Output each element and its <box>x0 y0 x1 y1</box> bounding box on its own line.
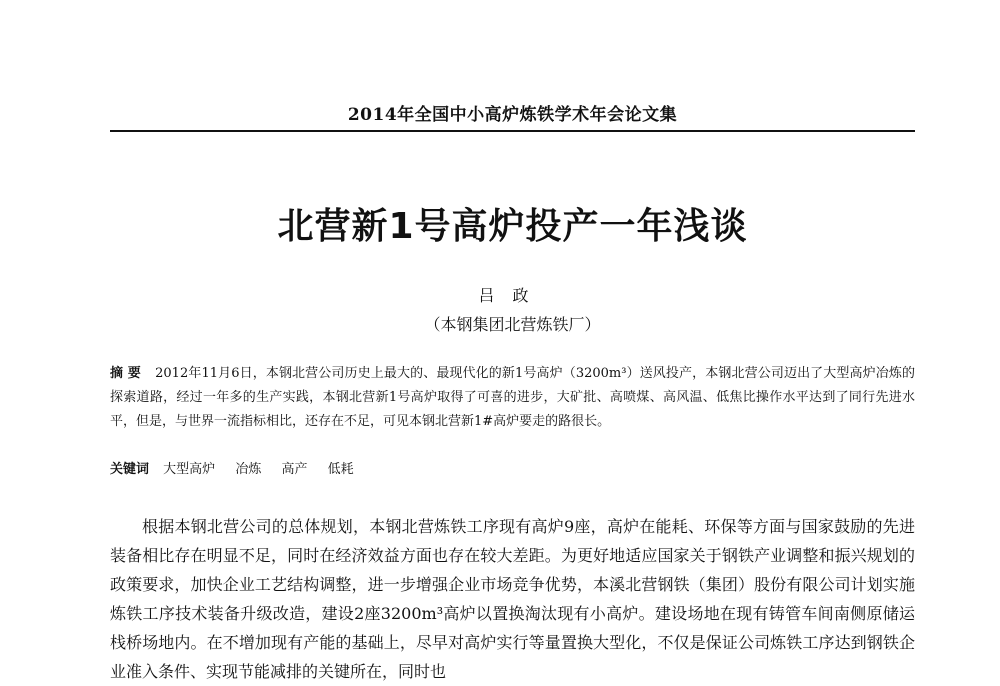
keyword: 低耗 <box>327 462 354 477</box>
body-paragraph: 根据本钢北营公司的总体规划，本钢北营炼铁工序现有高炉9座，高炉在能耗、环保等方面与国家鼓励的先进装备相比存在明显不足，同时在经济效益方面也存在较大差距。为更好地适应国家关于钢铁产业调整和振兴规划的政策要求，加快企业工艺结构调整，进一步增强企业市场竞争优势，本溪北营钢铁（集团）股份有限公司计划实施炼铁工序技术装备升级改造，建设2座3200m³高炉以置换淘汰现有小高炉。建设场地在现有铸管车间南侧原储运栈桥场地内。在不增加现有产能的基础上，尽早对高炉实行等量置换大型化，不仅是保证公司炼铁工序达到钢铁企业准入条件、实现节能减排的关键所在，同时也 <box>110 517 915 681</box>
abstract-label: 摘 要 <box>110 366 141 381</box>
keyword: 大型高炉 <box>163 462 216 477</box>
keywords-label: 关键词 <box>110 462 150 477</box>
paper-title: 北营新1号高炉投产一年浅谈 <box>277 206 748 247</box>
keyword: 冶炼 <box>235 462 262 477</box>
abstract-text: 2012年11月6日，本钢北营公司历史上最大的、最现代化的新1号高炉（3200m³）送风投产，本钢北营公司迈出了大型高炉冶炼的探索道路，经过一年多的生产实践，本钢北营新1号高炉取得了可喜的进步，大矿批、高喷煤、高风温、低焦比操作水平达到了同行先进水平，但是，与世界一流指标相比，还存在不足，可见本钢北营新1#高炉要走的路很长。 <box>110 366 915 429</box>
header-rule <box>110 130 915 132</box>
proceedings-header: 2014年全国中小高炉炼铁学术年会论文集 <box>347 105 678 125</box>
abstract <box>110 362 915 434</box>
keywords <box>110 458 915 482</box>
author-affiliation: （本钢集团北营炼铁厂） <box>424 315 601 334</box>
keyword: 高产 <box>281 462 308 477</box>
author-name: 吕政 <box>478 286 547 305</box>
